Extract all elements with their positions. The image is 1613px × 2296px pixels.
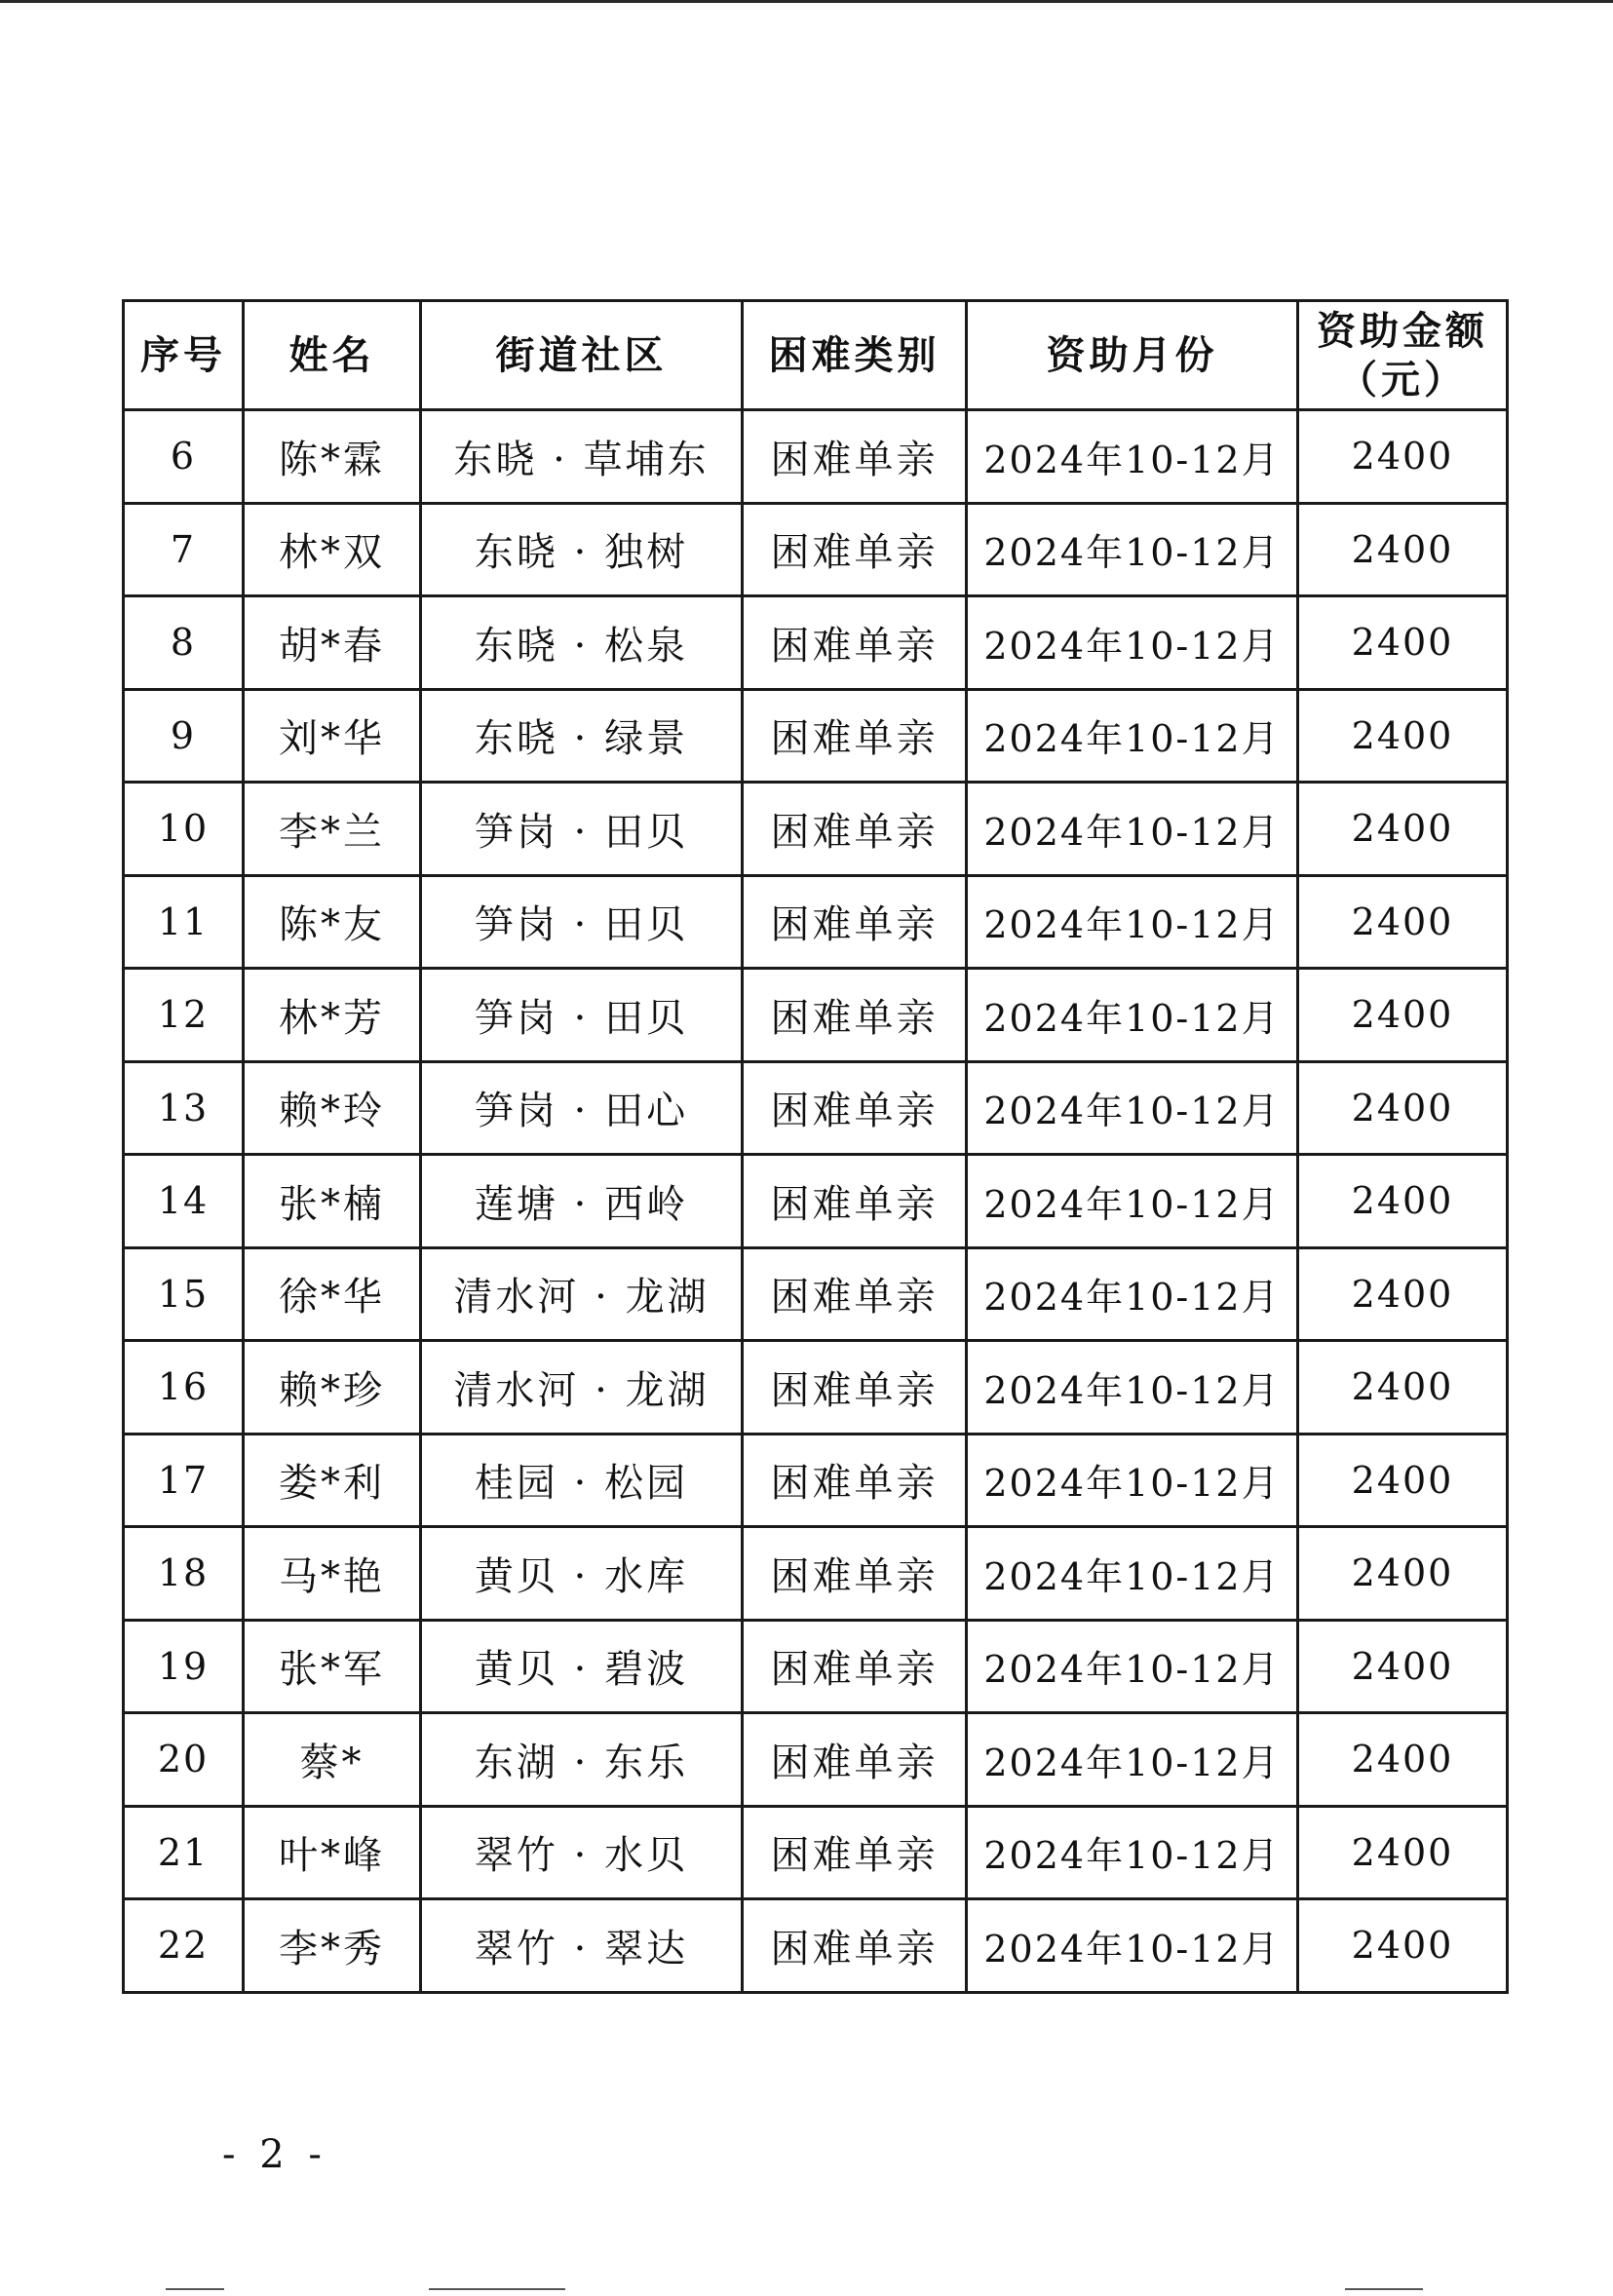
assistance-roster-table — [122, 299, 1509, 1994]
cell-index: 11 — [124, 875, 244, 969]
header-community: 街道社区 — [421, 301, 743, 410]
cell-name: 赖*珍 — [244, 1341, 421, 1435]
cell-name: 刘*华 — [244, 689, 421, 783]
cell-amount: 2400 — [1298, 1155, 1508, 1248]
cell-months: 2024年10-12月 — [967, 1899, 1298, 1993]
cell-community: 清水河 · 龙湖 — [421, 1247, 743, 1341]
table-row — [124, 969, 1508, 1062]
scan-edge-marks — [0, 2286, 1613, 2292]
cell-community: 莲塘 · 西岭 — [421, 1155, 743, 1248]
cell-months: 2024年10-12月 — [967, 1434, 1298, 1527]
cell-index: 9 — [124, 689, 244, 783]
cell-community: 黄贝 · 碧波 — [421, 1620, 743, 1713]
cell-amount: 2400 — [1298, 1527, 1508, 1621]
cell-index: 8 — [124, 596, 244, 690]
header-amount-line2: （元） — [1338, 356, 1467, 402]
header-index: 序号 — [124, 301, 244, 410]
cell-category: 困难单亲 — [743, 969, 967, 1062]
table-row — [124, 503, 1508, 596]
cell-amount: 2400 — [1298, 969, 1508, 1062]
table-row — [124, 1806, 1508, 1899]
cell-amount: 2400 — [1298, 1806, 1508, 1899]
cell-months: 2024年10-12月 — [967, 1155, 1298, 1248]
page-number: - 2 - — [222, 2132, 327, 2177]
cell-months: 2024年10-12月 — [967, 1620, 1298, 1713]
cell-name: 陈*友 — [244, 875, 421, 969]
cell-index: 6 — [124, 410, 244, 504]
table-row — [124, 410, 1508, 504]
cell-index: 19 — [124, 1620, 244, 1713]
cell-category: 困难单亲 — [743, 1527, 967, 1621]
cell-amount: 2400 — [1298, 1899, 1508, 1993]
cell-amount: 2400 — [1298, 596, 1508, 690]
cell-index: 12 — [124, 969, 244, 1062]
cell-community: 东湖 · 东乐 — [421, 1713, 743, 1807]
table-row — [124, 1061, 1508, 1155]
cell-category: 困难单亲 — [743, 1434, 967, 1527]
cell-name: 张*楠 — [244, 1155, 421, 1248]
cell-category: 困难单亲 — [743, 503, 967, 596]
cell-months: 2024年10-12月 — [967, 503, 1298, 596]
table-row — [124, 1713, 1508, 1807]
cell-name: 李*兰 — [244, 783, 421, 876]
cell-name: 林*芳 — [244, 969, 421, 1062]
cell-community: 笋岗 · 田贝 — [421, 875, 743, 969]
cell-category: 困难单亲 — [743, 1899, 967, 1993]
cell-community: 东晓 · 草埔东 — [421, 410, 743, 504]
table-header — [124, 301, 1508, 410]
cell-category: 困难单亲 — [743, 1620, 967, 1713]
cell-index: 15 — [124, 1247, 244, 1341]
cell-amount: 2400 — [1298, 503, 1508, 596]
cell-index: 22 — [124, 1899, 244, 1993]
cell-months: 2024年10-12月 — [967, 875, 1298, 969]
cell-community: 东晓 · 独树 — [421, 503, 743, 596]
cell-community: 东晓 · 绿景 — [421, 689, 743, 783]
cell-community: 清水河 · 龙湖 — [421, 1341, 743, 1435]
cell-category: 困难单亲 — [743, 875, 967, 969]
header-months: 资助月份 — [967, 301, 1298, 410]
cell-amount: 2400 — [1298, 410, 1508, 504]
cell-category: 困难单亲 — [743, 1713, 967, 1807]
cell-name: 李*秀 — [244, 1899, 421, 1993]
cell-category: 困难单亲 — [743, 1155, 967, 1248]
cell-months: 2024年10-12月 — [967, 783, 1298, 876]
cell-name: 娄*利 — [244, 1434, 421, 1527]
table-row — [124, 1155, 1508, 1248]
cell-name: 徐*华 — [244, 1247, 421, 1341]
cell-index: 10 — [124, 783, 244, 876]
header-amount — [1298, 301, 1508, 410]
cell-months: 2024年10-12月 — [967, 1527, 1298, 1621]
cell-amount: 2400 — [1298, 783, 1508, 876]
cell-name: 张*军 — [244, 1620, 421, 1713]
cell-community: 黄贝 · 水库 — [421, 1527, 743, 1621]
cell-category: 困难单亲 — [743, 1806, 967, 1899]
table-row — [124, 783, 1508, 876]
cell-community: 桂园 · 松园 — [421, 1434, 743, 1527]
page-top-rule — [0, 0, 1613, 3]
table-body — [124, 410, 1508, 1993]
cell-community: 翠竹 · 翠达 — [421, 1899, 743, 1993]
header-amount-line1: 资助金额 — [1317, 307, 1488, 354]
header-row — [124, 301, 1508, 410]
cell-months: 2024年10-12月 — [967, 1061, 1298, 1155]
cell-category: 困难单亲 — [743, 1341, 967, 1435]
table-row — [124, 1899, 1508, 1993]
header-category: 困难类别 — [743, 301, 967, 410]
cell-months: 2024年10-12月 — [967, 1247, 1298, 1341]
cell-months: 2024年10-12月 — [967, 1341, 1298, 1435]
cell-category: 困难单亲 — [743, 689, 967, 783]
cell-months: 2024年10-12月 — [967, 1713, 1298, 1807]
cell-community: 笋岗 · 田心 — [421, 1061, 743, 1155]
table-row — [124, 1341, 1508, 1435]
cell-index: 17 — [124, 1434, 244, 1527]
cell-name: 胡*春 — [244, 596, 421, 690]
cell-name: 马*艳 — [244, 1527, 421, 1621]
cell-name: 蔡* — [244, 1713, 421, 1807]
cell-months: 2024年10-12月 — [967, 689, 1298, 783]
cell-category: 困难单亲 — [743, 1247, 967, 1341]
table-row — [124, 875, 1508, 969]
cell-name: 赖*玲 — [244, 1061, 421, 1155]
cell-community: 笋岗 · 田贝 — [421, 783, 743, 876]
cell-category: 困难单亲 — [743, 410, 967, 504]
cell-community: 笋岗 · 田贝 — [421, 969, 743, 1062]
cell-index: 16 — [124, 1341, 244, 1435]
cell-months: 2024年10-12月 — [967, 596, 1298, 690]
cell-index: 13 — [124, 1061, 244, 1155]
table-row — [124, 689, 1508, 783]
cell-community: 翠竹 · 水贝 — [421, 1806, 743, 1899]
table-row — [124, 1434, 1508, 1527]
cell-months: 2024年10-12月 — [967, 410, 1298, 504]
table-row — [124, 1620, 1508, 1713]
cell-name: 陈*霖 — [244, 410, 421, 504]
table-row — [124, 1247, 1508, 1341]
cell-amount: 2400 — [1298, 1341, 1508, 1435]
cell-community: 东晓 · 松泉 — [421, 596, 743, 690]
cell-index: 18 — [124, 1527, 244, 1621]
cell-months: 2024年10-12月 — [967, 969, 1298, 1062]
cell-category: 困难单亲 — [743, 783, 967, 876]
cell-amount: 2400 — [1298, 1247, 1508, 1341]
cell-name: 叶*峰 — [244, 1806, 421, 1899]
table-row — [124, 596, 1508, 690]
table-row — [124, 1527, 1508, 1621]
cell-months: 2024年10-12月 — [967, 1806, 1298, 1899]
cell-amount: 2400 — [1298, 1620, 1508, 1713]
cell-index: 21 — [124, 1806, 244, 1899]
cell-amount: 2400 — [1298, 1434, 1508, 1527]
cell-amount: 2400 — [1298, 689, 1508, 783]
cell-category: 困难单亲 — [743, 596, 967, 690]
cell-index: 7 — [124, 503, 244, 596]
cell-amount: 2400 — [1298, 1713, 1508, 1807]
cell-index: 14 — [124, 1155, 244, 1248]
cell-amount: 2400 — [1298, 875, 1508, 969]
header-name: 姓名 — [244, 301, 421, 410]
cell-index: 20 — [124, 1713, 244, 1807]
cell-amount: 2400 — [1298, 1061, 1508, 1155]
cell-name: 林*双 — [244, 503, 421, 596]
cell-category: 困难单亲 — [743, 1061, 967, 1155]
